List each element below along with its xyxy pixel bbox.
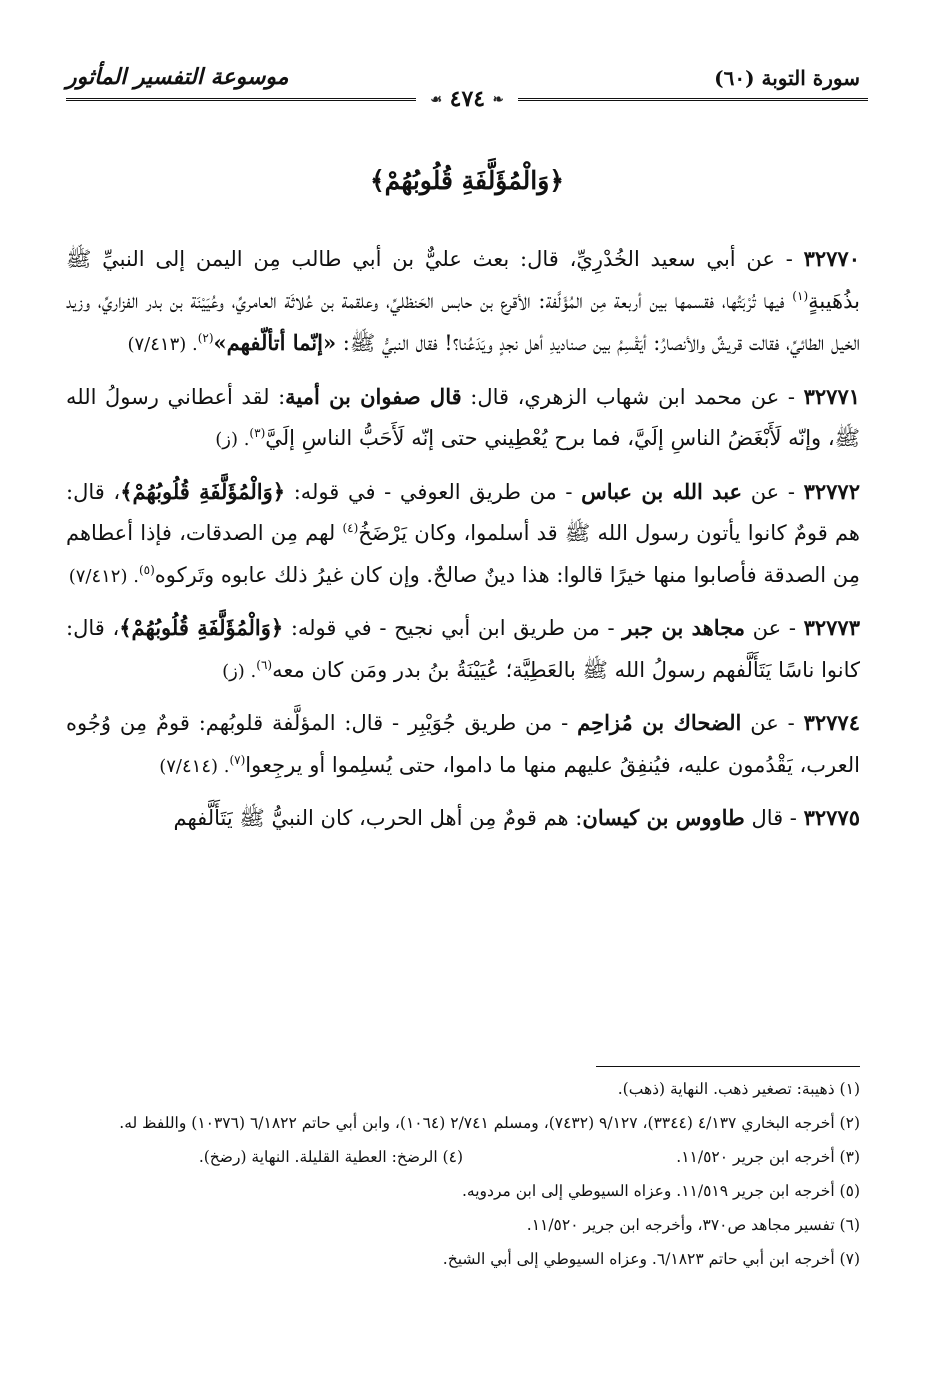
narration-number: ٣٢٧٧٤	[803, 710, 860, 735]
verse-quote: ﴿وَالْمُؤَلَّفَةِ قُلُوبُهُمْ﴾	[119, 615, 284, 640]
narrator-name: عبد الله بن عباس	[581, 478, 743, 504]
footnotes	[66, 1072, 860, 1276]
verse-heading: ﴿وَالْمُؤَلَّفَةِ قُلُوبُهُمْ﴾	[370, 166, 564, 195]
surah-running-title: سورة التوبة (٦٠)	[714, 66, 860, 90]
narration-number: ٣٢٧٧١	[803, 383, 861, 409]
volume-page-ref: . (٧/٤١٢)	[68, 565, 139, 587]
narration-32772	[66, 471, 860, 598]
volume-page-ref: . (ز)	[215, 429, 250, 450]
ornament-left-icon: ❧	[492, 92, 504, 108]
narration-32773	[66, 607, 860, 692]
narration-text: - عن	[744, 616, 804, 640]
footnote-separator	[596, 1066, 860, 1067]
narrator-name: قال صفوان بن أمية	[285, 383, 462, 409]
narration-number: ٣٢٧٧٣	[803, 615, 860, 640]
narration-text: ، قال: هم قومٌ كانوا يأتون رسول الله ﷺ قد أسلموا، وكان يَرْضَخُ	[66, 479, 861, 545]
narration-text: : لقد أعطاني رسولُ الله ﷺ، وإنّه لَأَبْغَضُ الناسِ إلَيَّ، فما برح يُعْطِيني حتى إنّه لَأَحَبُّ الناسِ إلَيَّ	[66, 384, 860, 450]
narration-text: - عن أبي سعيد الخُدْرِيِّ، قال: بعث عليٌّ بن أبي طالب مِن اليمن إلى النبيِّ ﷺ بذُهَيبةٍ	[66, 247, 860, 313]
footnote-marker: (١)	[792, 288, 809, 303]
narration-text: فيها تُرْبَتُها، فقسمها بين أربعة مِن المُؤَلَّفة: الأقرع بن حابس الحَنظليِّ، وعلقمة بن عُلاثَة العامريِّ، وعُيَيْنَة بن بدر الفزاريِّ، وزيد الخيل الطائيِّ، فقالت قريشٌ والأنصارُ: أيَقْسِمُ بين صناديدِ أهل نجدٍ ويَدَعُنا؟! فقال النبيُّ ﷺ:	[66, 288, 860, 355]
volume-page-ref: . (٧/٤١٣)	[127, 334, 198, 355]
verse-quote: ﴿وَالْمُؤَلَّفَةِ قُلُوبُهُمْ﴾	[120, 478, 286, 504]
narration-text: - من طريق جُوَيْبِر - قال: المؤلَّفة قلوبُهم: قومٌ مِن وُجُوه العرب، يَقْدُمون عليه، فيُنفِقُ عليهم منها ما داموا، حتى يُسلِموا أو يرجِعوا	[66, 711, 860, 777]
ornament-right-icon: ☙	[430, 92, 442, 108]
narrator-name: مجاهد بن جبر	[622, 615, 745, 640]
footnote-marker: (٧)	[229, 752, 246, 767]
narration-text: - من طريق ابن أبي نجيح - في قوله:	[283, 616, 623, 640]
narration-32771	[66, 376, 860, 461]
narration-text: لهم مِن الصدقات، فإذا أعطاهم مِن الصدقة فأصابوا منها خيرًا قالوا: هذا دينٌ صالحٌ. وإن كان غيرُ ذلك عابوه وتَركوه	[66, 521, 860, 587]
narration-text: ، قال: كانوا ناسًا يَتَأَلَّفهم رسولُ الله ﷺ بالعَطِيَّة؛ عُيَيْنَةُ بنُ بدر ومَن كان معه	[66, 616, 860, 682]
footnote-row	[66, 1140, 860, 1174]
prophet-quote: «إنّما أتألّفهم»	[213, 330, 337, 355]
footnote: (٤) الرضخ: العطية القليلة. النهاية (رضخ).	[198, 1148, 463, 1166]
footnote-marker: (٢)	[197, 331, 214, 345]
book-running-title: موسوعة التفسير المأثور	[66, 64, 289, 90]
narration-number: ٣٢٧٧٥	[803, 805, 860, 830]
footnote: (٣) أخرجه ابن جرير ١١/٥٢٠.	[676, 1148, 860, 1166]
footnote: (٢) أخرجه البخاري ٤/١٣٧ (٣٣٤٤)، ٩/١٢٧ (٧٤٣٢)، ومسلم ٢/٧٤١ (١٠٦٤)، وابن أبي حاتم ٦/١٨٢٢ (١٠٣٧٦) واللفظ له.	[119, 1114, 860, 1132]
volume-page-ref: . (٧/٤١٤)	[159, 755, 230, 777]
narration-32770	[66, 238, 860, 366]
footnote-marker: (٦)	[256, 657, 273, 672]
narration-text: - من طريق العوفي - في قوله:	[285, 479, 582, 504]
narration-number: ٣٢٧٧٠	[803, 246, 860, 271]
footnote-marker: (٣)	[249, 426, 266, 440]
footnote: (٦) تفسير مجاهد ص٣٧٠، وأخرجه ابن جرير ١١/٥٢٠.	[526, 1216, 860, 1234]
narration-number: ٣٢٧٧٢	[803, 478, 860, 504]
volume-page-ref: . (ز)	[222, 660, 257, 682]
narration-32774	[66, 702, 860, 787]
footnote: (٥) أخرجه ابن جرير ١١/٥١٩. وعزاه السيوطي إلى ابن مردويه.	[462, 1182, 860, 1200]
narration-32775	[66, 797, 860, 840]
footnote-marker: (٥)	[138, 562, 155, 577]
main-text	[66, 238, 860, 850]
narrator-name: طاووس بن كيسان	[582, 805, 745, 830]
page-number: ٤٧٤	[449, 86, 486, 112]
narration-text: - قال	[744, 806, 804, 830]
footnote: (٧) أخرجه ابن أبي حاتم ٦/١٨٢٣. وعزاه السيوطي إلى أبي الشيخ.	[442, 1250, 860, 1268]
footnote: (١) ذهيبة: تصغير ذهب. النهاية (ذهب).	[617, 1080, 860, 1098]
narration-text: - عن محمد ابن شهاب الزهري، قال:	[461, 384, 804, 409]
narrator-name: الضحاك بن مُزاحِم	[577, 710, 742, 735]
footnote-marker: (٤)	[342, 521, 359, 535]
narration-text: - عن	[741, 711, 804, 735]
narration-text: - عن	[742, 479, 804, 504]
narration-text: : هم قومٌ مِن أهل الحرب، كان النبيُّ ﷺ يَتَأَلَّفهم	[173, 806, 583, 830]
page-number-band	[0, 86, 934, 112]
